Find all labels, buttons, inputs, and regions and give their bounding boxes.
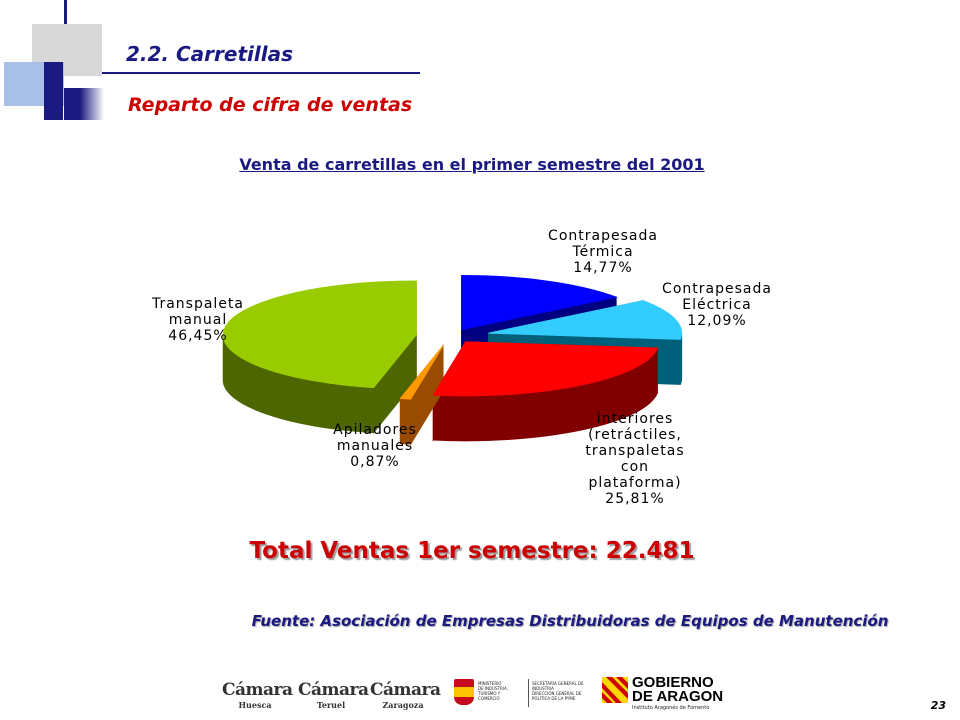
camara-zaragoza-logo: Cámara Zaragoza xyxy=(370,680,441,710)
total-sales: Total Ventas 1er semestre: 22.481 xyxy=(249,538,695,564)
spain-shield-icon xyxy=(454,679,474,705)
label-apiladores: Apiladores manuales 0,87% xyxy=(333,422,417,470)
camara-teruel-logo: Cámara Teruel xyxy=(298,680,369,710)
label-interiores: Interiores (retráctiles, transpaletas con plataforma) 25,81% xyxy=(585,411,685,507)
page-number: 23 xyxy=(930,699,946,712)
slide-subtitle: Reparto de cifra de ventas xyxy=(128,94,413,116)
label-transpaleta: Transpaleta manual 46,45% xyxy=(151,296,245,344)
gobierno-aragon-logo: GOBIERNO DE ARAGON Instituto Aragonés de Fomento xyxy=(602,674,734,714)
label-contrapesada-electrica: Contrapesada Eléctrica 12,09% xyxy=(662,281,772,329)
chart-title: Venta de carretillas en el primer semestre del 2001 xyxy=(239,155,705,174)
label-contrapesada-termica: Contrapesada Térmica 14,77% xyxy=(548,228,658,276)
camara-huesca-logo: Cámara Huesca xyxy=(222,680,293,710)
ministry-logo: MINISTERIO DE INDUSTRIA, TURISMO Y COMERCIO SECRETARÍA GENERAL DE INDUSTRIA DIRECCIÓN GENERAL DE POLÍTICA DE LA PYME xyxy=(452,676,588,710)
section-title: 2.2. Carretillas xyxy=(126,42,293,66)
source-note: Fuente: Asociación de Empresas Distribuidoras de Equipos de Manutención xyxy=(251,612,889,630)
aragon-flag-icon xyxy=(602,677,628,703)
